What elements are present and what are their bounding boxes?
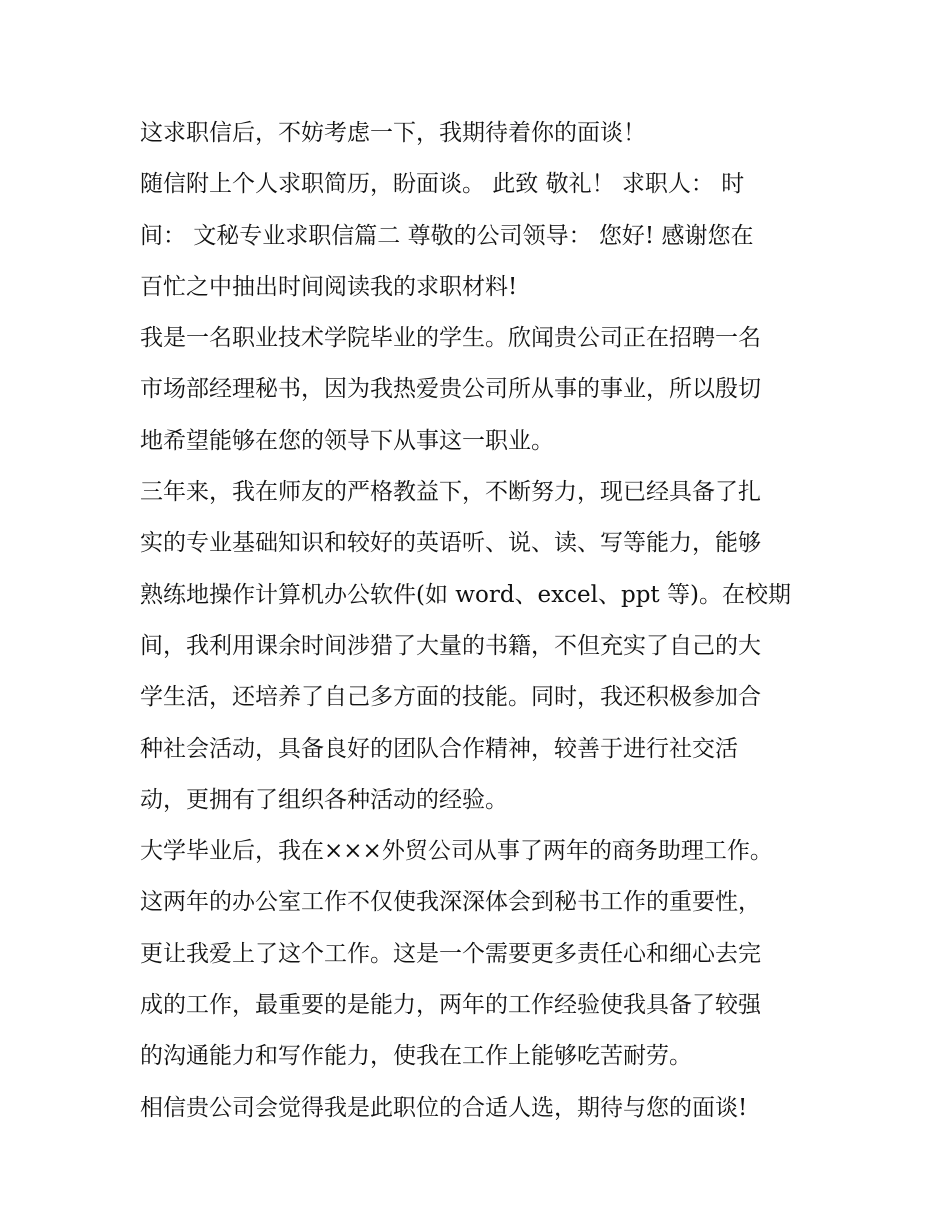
text-line: 市场部经理秘书，因为我热爱贵公司所从事的事业，所以殷切	[140, 376, 761, 403]
text-line: 成的工作，最重要的是能力，两年的工作经验使我具备了较强	[140, 992, 761, 1019]
text-line: 相信贵公司会觉得我是此职位的合适人选，期待与您的面谈!	[140, 1094, 748, 1121]
text-line: 三年来，我在师友的严格教益下，不断努力，现已经具备了扎	[140, 479, 761, 506]
text-line: 这两年的办公室工作不仅使我深深体会到秘书工作的重要性，	[140, 889, 761, 916]
text-line: 间： 文秘专业求职信篇二 尊敬的公司领导： 您好! 感谢您在	[140, 222, 754, 249]
text-line: 大学毕业后，我在×××外贸公司从事了两年的商务助理工作。	[140, 838, 773, 865]
text-line: 动，更拥有了组织各种活动的经验。	[140, 786, 508, 813]
text-line: 这求职信后，不妨考虑一下，我期待着你的面谈！	[140, 120, 646, 146]
text-line: 熟练地操作计算机办公软件(如 word、excel、ppt 等)。在校期	[140, 581, 791, 608]
document-body	[140, 108, 820, 1134]
text-line: 更让我爱上了这个工作。这是一个需要更多责任心和细心去完	[140, 940, 761, 967]
text-line: 学生活，还培养了自己多方面的技能。同时，我还积极参加合	[140, 684, 761, 711]
text-line: 地希望能够在您的领导下从事这一职业。	[140, 427, 554, 454]
text-line: 的沟通能力和写作能力，使我在工作上能够吃苦耐劳。	[140, 1043, 692, 1070]
text-line: 种社会活动，具备良好的团队合作精神，较善于进行社交活	[140, 735, 738, 762]
text-line: 间，我利用课余时间涉猎了大量的书籍，不但充实了自己的大	[140, 632, 761, 659]
text-line: 我是一名职业技术学院毕业的学生。欣闻贵公司正在招聘一名	[140, 325, 761, 352]
text-line: 百忙之中抽出时间阅读我的求职材料!	[140, 273, 518, 300]
text-line: 实的专业基础知识和较好的英语听、说、读、写等能力，能够	[140, 530, 761, 557]
text-line: 随信附上个人求职简历，盼面谈。 此致 敬礼！ 求职人： 时	[140, 171, 745, 198]
